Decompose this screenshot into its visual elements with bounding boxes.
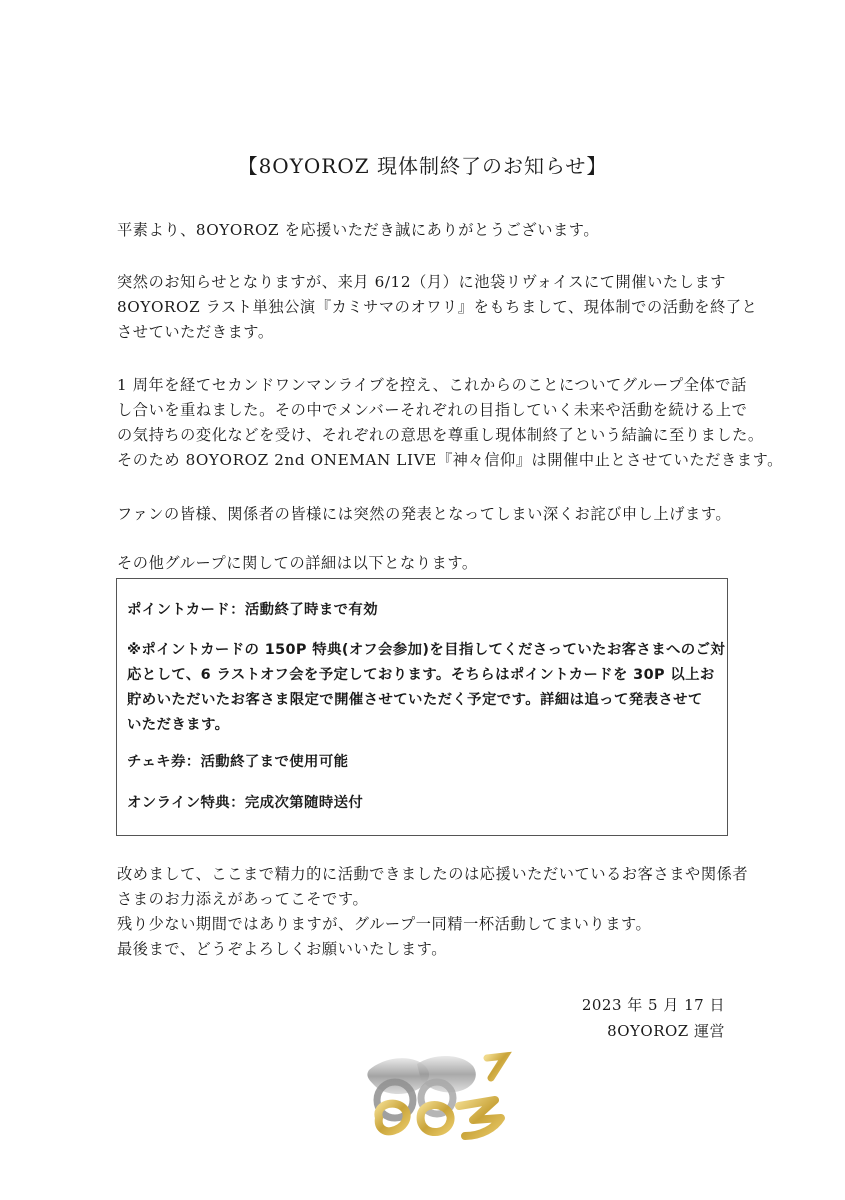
cheki-ticket-item <box>127 750 767 775</box>
point-card-note <box>127 638 767 738</box>
text-line: オンライン特典：完成次第随時送付 <box>127 795 364 811</box>
text-line: 平素より、8OYOROZ を応援いただき誠にありがとうございます。 <box>117 221 600 239</box>
text-line: 8OYOROZ ラスト単独公演『カミサマのオワリ』をもちまして、現体制での活動を終了と <box>117 298 758 316</box>
text-line: 改めまして、ここまで精力的に活動できましたのは応援いただいているお客さまや関係者 <box>117 865 749 883</box>
text-line: ポイントカード：活動終了時まで有効 <box>127 602 379 618</box>
point-card-item <box>127 598 767 623</box>
details-intro-paragraph <box>117 551 757 576</box>
text-line: そのため 8OYOROZ 2nd ONEMAN LIVE『神々信仰』は開催中止とさせていただきます。 <box>117 451 783 469</box>
text-line: さまのお力添えがあってこそです。 <box>117 890 369 908</box>
greeting-paragraph <box>117 218 757 243</box>
text-line: 1 周年を経てセカンドワンマンライブを控え、これからのことについてグループ全体で話 <box>117 376 747 394</box>
text-line: 突然のお知らせとなりますが、来月 6/12（月）に池袋リヴォイスにて開催いたします <box>117 273 727 291</box>
logo-icon <box>355 1048 515 1143</box>
apology-paragraph <box>117 502 757 527</box>
group-logo <box>355 1048 515 1143</box>
text-line: の気持ちの変化などを受け、それぞれの意思を尊重し現体制終了という結論に至りました。 <box>117 426 764 444</box>
text-line: 最後まで、どうぞよろしくお願いいたします。 <box>117 940 448 958</box>
document-title: 【8OYOROZ 現体制終了のお知らせ】 <box>237 154 608 178</box>
document-date: 2023 年 5 月 17 日 <box>581 996 725 1014</box>
online-bonus-item <box>127 791 767 816</box>
text-line: し合いを重ねました。その中でメンバーそれぞれの目指していく未来や活動を続ける上で <box>117 401 748 419</box>
text-line: 残り少ない期間ではありますが、グループ一同精一杯活動してまいります。 <box>117 915 652 933</box>
text-line: いただきます。 <box>127 717 230 733</box>
text-line: 応として、6 ラストオフ会を予定しております。そちらはポイントカードを 30P 以上お <box>127 667 715 683</box>
text-line: させていただきます。 <box>117 323 274 341</box>
text-line: ※ポイントカードの 150P 特典(オフ会参加)を目指してくださっていたお客さまへのご対 <box>127 642 726 658</box>
announcement-paragraph <box>117 270 757 345</box>
details-box <box>116 578 728 836</box>
text-line: その他グループに関しての詳細は以下となります。 <box>117 554 478 572</box>
text-line: チェキ券：活動終了まで使用可能 <box>127 754 349 770</box>
document-signature: 8OYOROZ 運営 <box>607 1022 725 1040</box>
text-line: ファンの皆様、関係者の皆様には突然の発表となってしまい深くお詫び申し上げます。 <box>117 505 732 523</box>
closing-paragraph <box>117 862 757 962</box>
text-line: 貯めいただいたお客さま限定で開催させていただく予定です。詳細は追って発表させて <box>127 692 703 708</box>
reason-paragraph <box>117 373 783 473</box>
